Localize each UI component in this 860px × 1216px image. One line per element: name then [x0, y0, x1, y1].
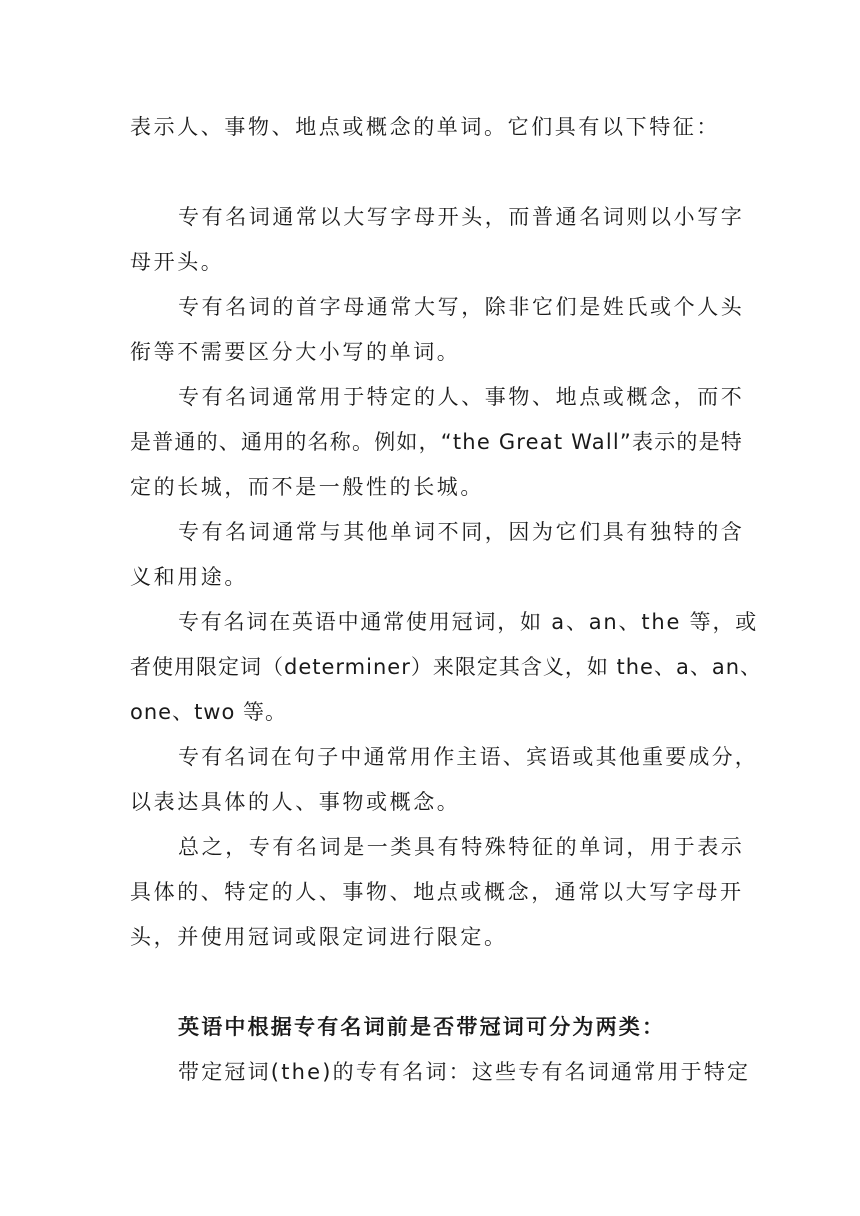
feature-1-line-1: 专有名词通常以大写字母开头，而普通名词则以小写字 — [178, 205, 745, 229]
feature-3-line-1: 专有名词通常用于特定的人、事物、地点或概念，而不 — [178, 385, 745, 409]
feature-1-line-2: 母开头。 — [130, 250, 225, 274]
feature-3-line-2: 是普通的、通用的名称。例如，“the Great Wall”表示的是特 — [130, 430, 743, 454]
feature-5-line-2: 者使用限定词（determiner）来限定其含义，如 the、a、an、 — [130, 655, 763, 679]
feature-6-line-1: 专有名词在句子中通常用作主语、宾语或其他重要成分， — [178, 745, 758, 769]
feature-3-line-3: 定的长城，而不是一般性的长城。 — [130, 475, 484, 499]
intro-line: 表示人、事物、地点或概念的单词。它们具有以下特征： — [130, 115, 720, 139]
feature-2-line-1: 专有名词的首字母通常大写，除非它们是姓氏或个人头 — [178, 295, 745, 319]
section-heading: 英语中根据专有名词前是否带冠词可分为两类： — [178, 1015, 666, 1039]
last-paragraph-line-1: 带定冠词(the)的专有名词：这些专有名词通常用于特定 — [178, 1060, 751, 1084]
feature-5-line-1: 专有名词在英语中通常使用冠词，如 a、an、the 等，或 — [178, 610, 759, 634]
feature-4-line-1: 专有名词通常与其他单词不同，因为它们具有独特的含 — [178, 520, 745, 544]
feature-2-line-2: 衔等不需要区分大小写的单词。 — [130, 340, 461, 364]
feature-4-line-2: 义和用途。 — [130, 565, 248, 589]
summary-line-3: 头，并使用冠词或限定词进行限定。 — [130, 925, 508, 949]
feature-6-line-2: 以表达具体的人、事物或概念。 — [130, 790, 461, 814]
summary-line-2: 具体的、特定的人、事物、地点或概念，通常以大写字母开 — [130, 880, 744, 904]
summary-line-1: 总之，专有名词是一类具有特殊特征的单词，用于表示 — [178, 835, 745, 859]
feature-5-line-3: one、two 等。 — [130, 700, 288, 724]
